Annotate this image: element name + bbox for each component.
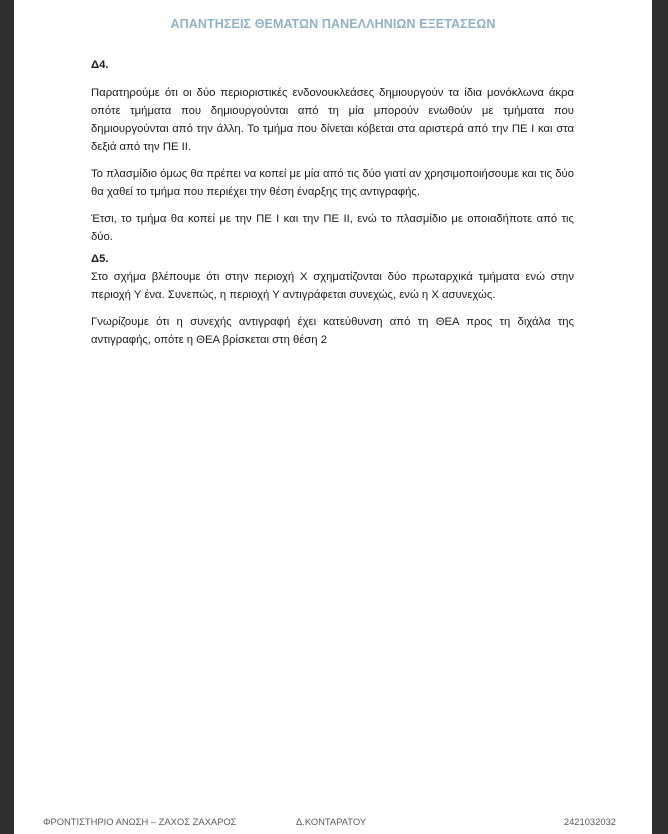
paragraph: Στο σχήμα βλέπουμε ότι στην περιοχή Χ σχηματίζονται δύο πρωταρχικά τμήματα ενώ στην περιοχή Υ ένα. Συνεπώς, η περιοχή Υ αντιγράφεται συνεχώς, ενώ η Χ ασυνεχώς. bbox=[91, 271, 574, 301]
paragraph: Γνωρίζουμε ότι η συνεχής αντιγραφή έχει κατεύθυνση από τη ΘΕΑ προς τη διχάλα της αντιγραφής, οπότε η ΘΕΑ βρίσκεται στη θέση 2 bbox=[91, 316, 574, 346]
page-content bbox=[91, 56, 574, 349]
page-footer bbox=[14, 816, 652, 830]
paragraph: Το πλασμίδιο όμως θα πρέπει να κοπεί με μία από τις δύο γιατί αν χρησιμοποιήσουμε και τις δύο θα χαθεί το τμήμα που περιέχει την θέση έναρξης της αντιγραφής. bbox=[91, 168, 574, 198]
document-page bbox=[14, 0, 652, 834]
footer-phone: 2421032032 bbox=[563, 816, 616, 827]
paragraph: Έτσι, το τμήμα θα κοπεί με την ΠΕ Ι και την ΠΕ ΙΙ, ενώ το πλασμίδιο με οποιαδήποτε από τις δύο. bbox=[91, 213, 574, 243]
footer-publisher: ΦΡΟΝΤΙΣΤΗΡΙΟ ΑΝΩΣΗ – ΖΑΧΟΣ ΖΑΧΑΡΟΣ bbox=[43, 816, 237, 827]
page-header-title: ΑΠΑΝΤΗΣΕΙΣ ΘΕΜΑΤΩΝ ΠΑΝΕΛΛΗΝΙΩΝ ΕΞΕΤΑΣΕΩΝ bbox=[170, 17, 496, 31]
paragraph: Παρατηρούμε ότι οι δύο περιοριστικές ενδονουκλεάσες δημιουργούν τα ίδια μονόκλωνα άκρα οπότε τμήματα που δημιουργούνται από τη μία μπορούν ενωθούν με τμήματα που δημιουργούνται από την άλλη. Το τμήμα που δίνεται κόβεται στα αριστερά από την ΠΕ Ι και στα δεξιά από την ΠΕ ΙΙ. bbox=[91, 87, 574, 153]
section-heading-d4: Δ4. bbox=[91, 59, 109, 71]
section-heading-d5: Δ5. bbox=[91, 253, 109, 265]
footer-author: Δ.ΚΟΝΤΑΡΑΤΟΥ bbox=[296, 816, 367, 827]
